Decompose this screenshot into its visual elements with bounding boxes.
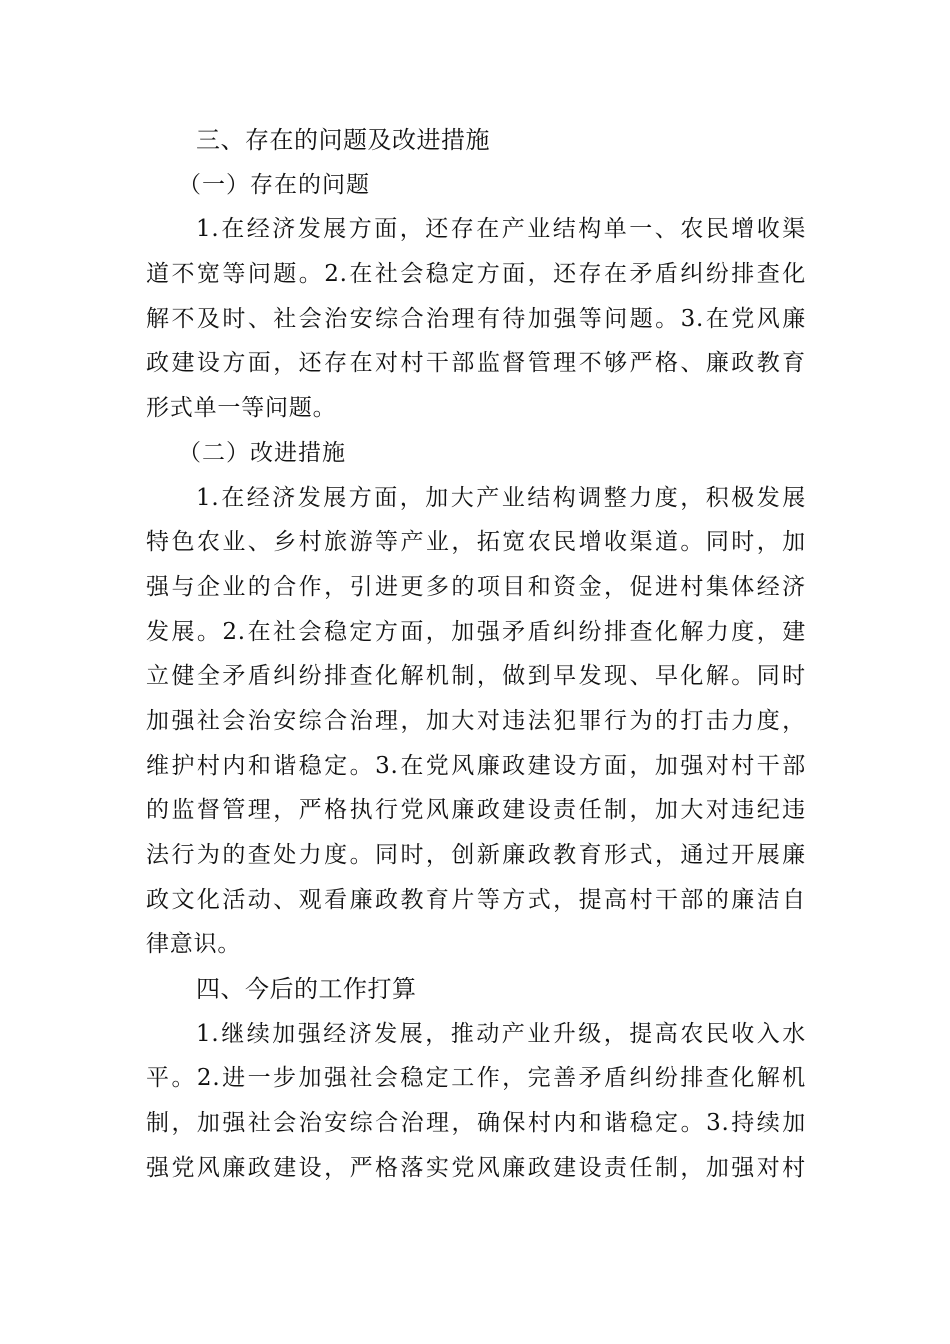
paragraph-line: 1.继续加强经济发展，推动产业升级，提高农民收入水 [196,1020,806,1047]
document-body [146,118,806,1191]
section-3-sub-2-paragraph [146,476,806,968]
paragraph-line: 平。2.进一步加强社会稳定工作，完善矛盾纠纷排查化解机 [146,1065,806,1092]
paragraph-line: 制，加强社会治安综合治理，确保村内和谐稳定。3.持续加 [146,1110,806,1137]
section-3-heading: 三、存在的问题及改进措施 [196,126,490,154]
paragraph-line: 律意识。 [146,931,242,958]
paragraph-line: 立健全矛盾纠纷排查化解机制，做到早发现、早化解。同时 [146,663,806,690]
paragraph-line: 1.在经济发展方面，还存在产业结构单一、农民增收渠 [196,216,806,243]
paragraph-line: 1.在经济发展方面，加大产业结构调整力度，积极发展 [196,484,806,511]
paragraph-line: 强与企业的合作，引进更多的项目和资金，促进村集体经济 [146,573,806,600]
section-3-sub-2-heading: （二）改进措施 [178,439,346,466]
section-4-paragraph [146,1012,806,1191]
paragraph-line: 法行为的查处力度。同时，创新廉政教育形式，通过开展廉 [146,842,806,868]
paragraph-line: 政文化活动、观看廉政教育片等方式，提高村干部的廉洁自 [146,886,806,913]
paragraph-line: 加强社会治安综合治理，加大对违法犯罪行为的打击力度， [146,707,806,734]
paragraph-line: 道不宽等问题。2.在社会稳定方面，还存在矛盾纠纷排查化 [146,261,806,288]
section-3-sub-1-heading: （一）存在的问题 [178,171,370,198]
paragraph-line: 政建设方面，还存在对村干部监督管理不够严格、廉政教育 [146,350,806,377]
paragraph-line: 特色农业、乡村旅游等产业，拓宽农民增收渠道。同时，加 [146,529,806,556]
paragraph-line: 形式单一等问题。 [146,395,337,422]
paragraph-line: 解不及时、社会治安综合治理有待加强等问题。3.在党风廉 [146,305,806,332]
paragraph-line: 发展。2.在社会稳定方面，加强矛盾纠纷排查化解力度，建 [146,618,806,645]
section-4-heading: 四、今后的工作打算 [196,975,417,1004]
paragraph-line: 维护村内和谐稳定。3.在党风廉政建设方面，加强对村干部 [146,752,806,779]
section-3-sub-1-paragraph [146,207,806,430]
paragraph-line: 强党风廉政建设，严格落实党风廉政建设责任制，加强对村 [146,1154,806,1181]
paragraph-line: 的监督管理，严格执行党风廉政建设责任制，加大对违纪违 [146,797,806,824]
